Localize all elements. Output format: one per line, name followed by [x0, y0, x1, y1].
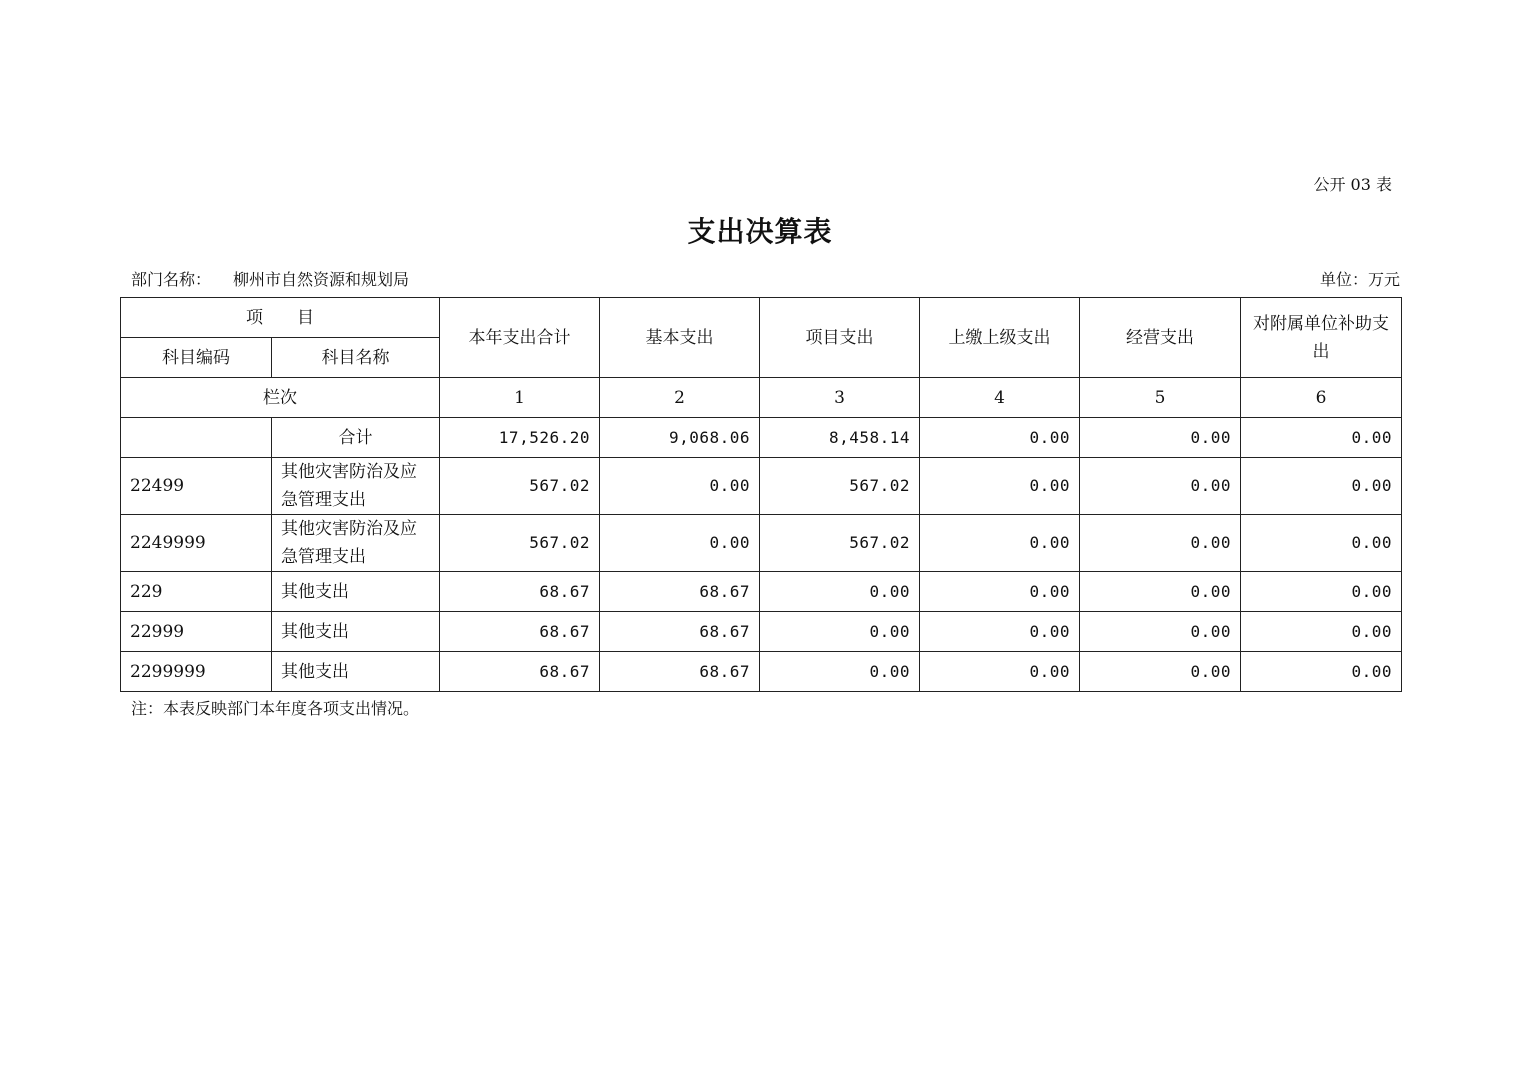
- table-cell: 0.00: [1241, 418, 1402, 458]
- table-cell: 0.00: [1241, 515, 1402, 572]
- table-cell: 0.00: [760, 572, 920, 612]
- department-name: 柳州市自然资源和规划局: [233, 270, 410, 289]
- table-cell: 17,526.20: [440, 418, 600, 458]
- column-number: 4: [920, 378, 1080, 418]
- subject-name: 其他灾害防治及应急管理支出: [272, 458, 440, 515]
- header-upper: 上缴上级支出: [920, 298, 1080, 378]
- header-name: 科目名称: [272, 338, 440, 378]
- subject-code: 22499: [121, 458, 272, 515]
- table-row: [121, 652, 1402, 692]
- column-number: 2: [600, 378, 760, 418]
- table-cell: [121, 418, 272, 458]
- total-row: [121, 418, 1402, 458]
- table-cell: 0.00: [1080, 418, 1241, 458]
- table-row: [121, 612, 1402, 652]
- table-cell: 68.67: [600, 572, 760, 612]
- page-title: 支出决算表: [687, 215, 833, 248]
- table-cell: 567.02: [440, 458, 600, 515]
- department-label: 部门名称：: [131, 270, 212, 289]
- table-cell: 0.00: [1080, 458, 1241, 515]
- department-line: [131, 267, 409, 290]
- table-cell: 0.00: [600, 458, 760, 515]
- header-basic: 基本支出: [600, 298, 760, 378]
- table-cell: 0.00: [1241, 612, 1402, 652]
- table-cell: 0.00: [1080, 572, 1241, 612]
- unit-label: 单位：万元: [1319, 270, 1400, 289]
- table-cell: 0.00: [600, 515, 760, 572]
- table-cell: 0.00: [920, 612, 1080, 652]
- total-label: 合计: [272, 418, 440, 458]
- header-item: 项 目: [121, 298, 440, 338]
- column-number: 6: [1241, 378, 1402, 418]
- column-number: 3: [760, 378, 920, 418]
- table-cell: 9,068.06: [600, 418, 760, 458]
- table-cell: 567.02: [760, 515, 920, 572]
- subject-name: 其他支出: [272, 652, 440, 692]
- table-cell: 68.67: [440, 572, 600, 612]
- table-note: 注：本表反映部门本年度各项支出情况。: [131, 699, 420, 718]
- table-cell: 0.00: [1080, 515, 1241, 572]
- column-label: 栏次: [121, 378, 440, 418]
- table-cell: 68.67: [440, 652, 600, 692]
- subject-name: 其他支出: [272, 612, 440, 652]
- table-cell: 8,458.14: [760, 418, 920, 458]
- table-cell: 0.00: [1241, 458, 1402, 515]
- table-cell: 0.00: [760, 652, 920, 692]
- table-row: [121, 458, 1402, 515]
- table-cell: 0.00: [920, 458, 1080, 515]
- header-code: 科目编码: [121, 338, 272, 378]
- table-cell: 567.02: [440, 515, 600, 572]
- table-cell: 567.02: [760, 458, 920, 515]
- table-row: [121, 515, 1402, 572]
- subject-code: 22999: [121, 612, 272, 652]
- subject-name: 其他支出: [272, 572, 440, 612]
- table-cell: 0.00: [1080, 652, 1241, 692]
- header-total: 本年支出合计: [440, 298, 600, 378]
- column-number: 5: [1080, 378, 1241, 418]
- header-business: 经营支出: [1080, 298, 1241, 378]
- subject-code: 229: [121, 572, 272, 612]
- column-number: 1: [440, 378, 600, 418]
- table-cell: 0.00: [920, 418, 1080, 458]
- form-number: 公开 03 表: [1313, 175, 1392, 194]
- table-cell: 0.00: [920, 572, 1080, 612]
- table-cell: 0.00: [920, 515, 1080, 572]
- expenditure-table: [120, 297, 1402, 692]
- table-cell: 0.00: [1241, 652, 1402, 692]
- table-cell: 0.00: [1241, 572, 1402, 612]
- table-cell: 68.67: [440, 612, 600, 652]
- table-cell: 0.00: [1080, 612, 1241, 652]
- table-cell: 0.00: [920, 652, 1080, 692]
- subject-code: 2249999: [121, 515, 272, 572]
- subject-code: 2299999: [121, 652, 272, 692]
- table-row: [121, 572, 1402, 612]
- table-cell: 0.00: [760, 612, 920, 652]
- table-cell: 68.67: [600, 612, 760, 652]
- header-project: 项目支出: [760, 298, 920, 378]
- subject-name: 其他灾害防治及应急管理支出: [272, 515, 440, 572]
- table-cell: 68.67: [600, 652, 760, 692]
- header-subsidy: 对附属单位补助支出: [1241, 298, 1402, 378]
